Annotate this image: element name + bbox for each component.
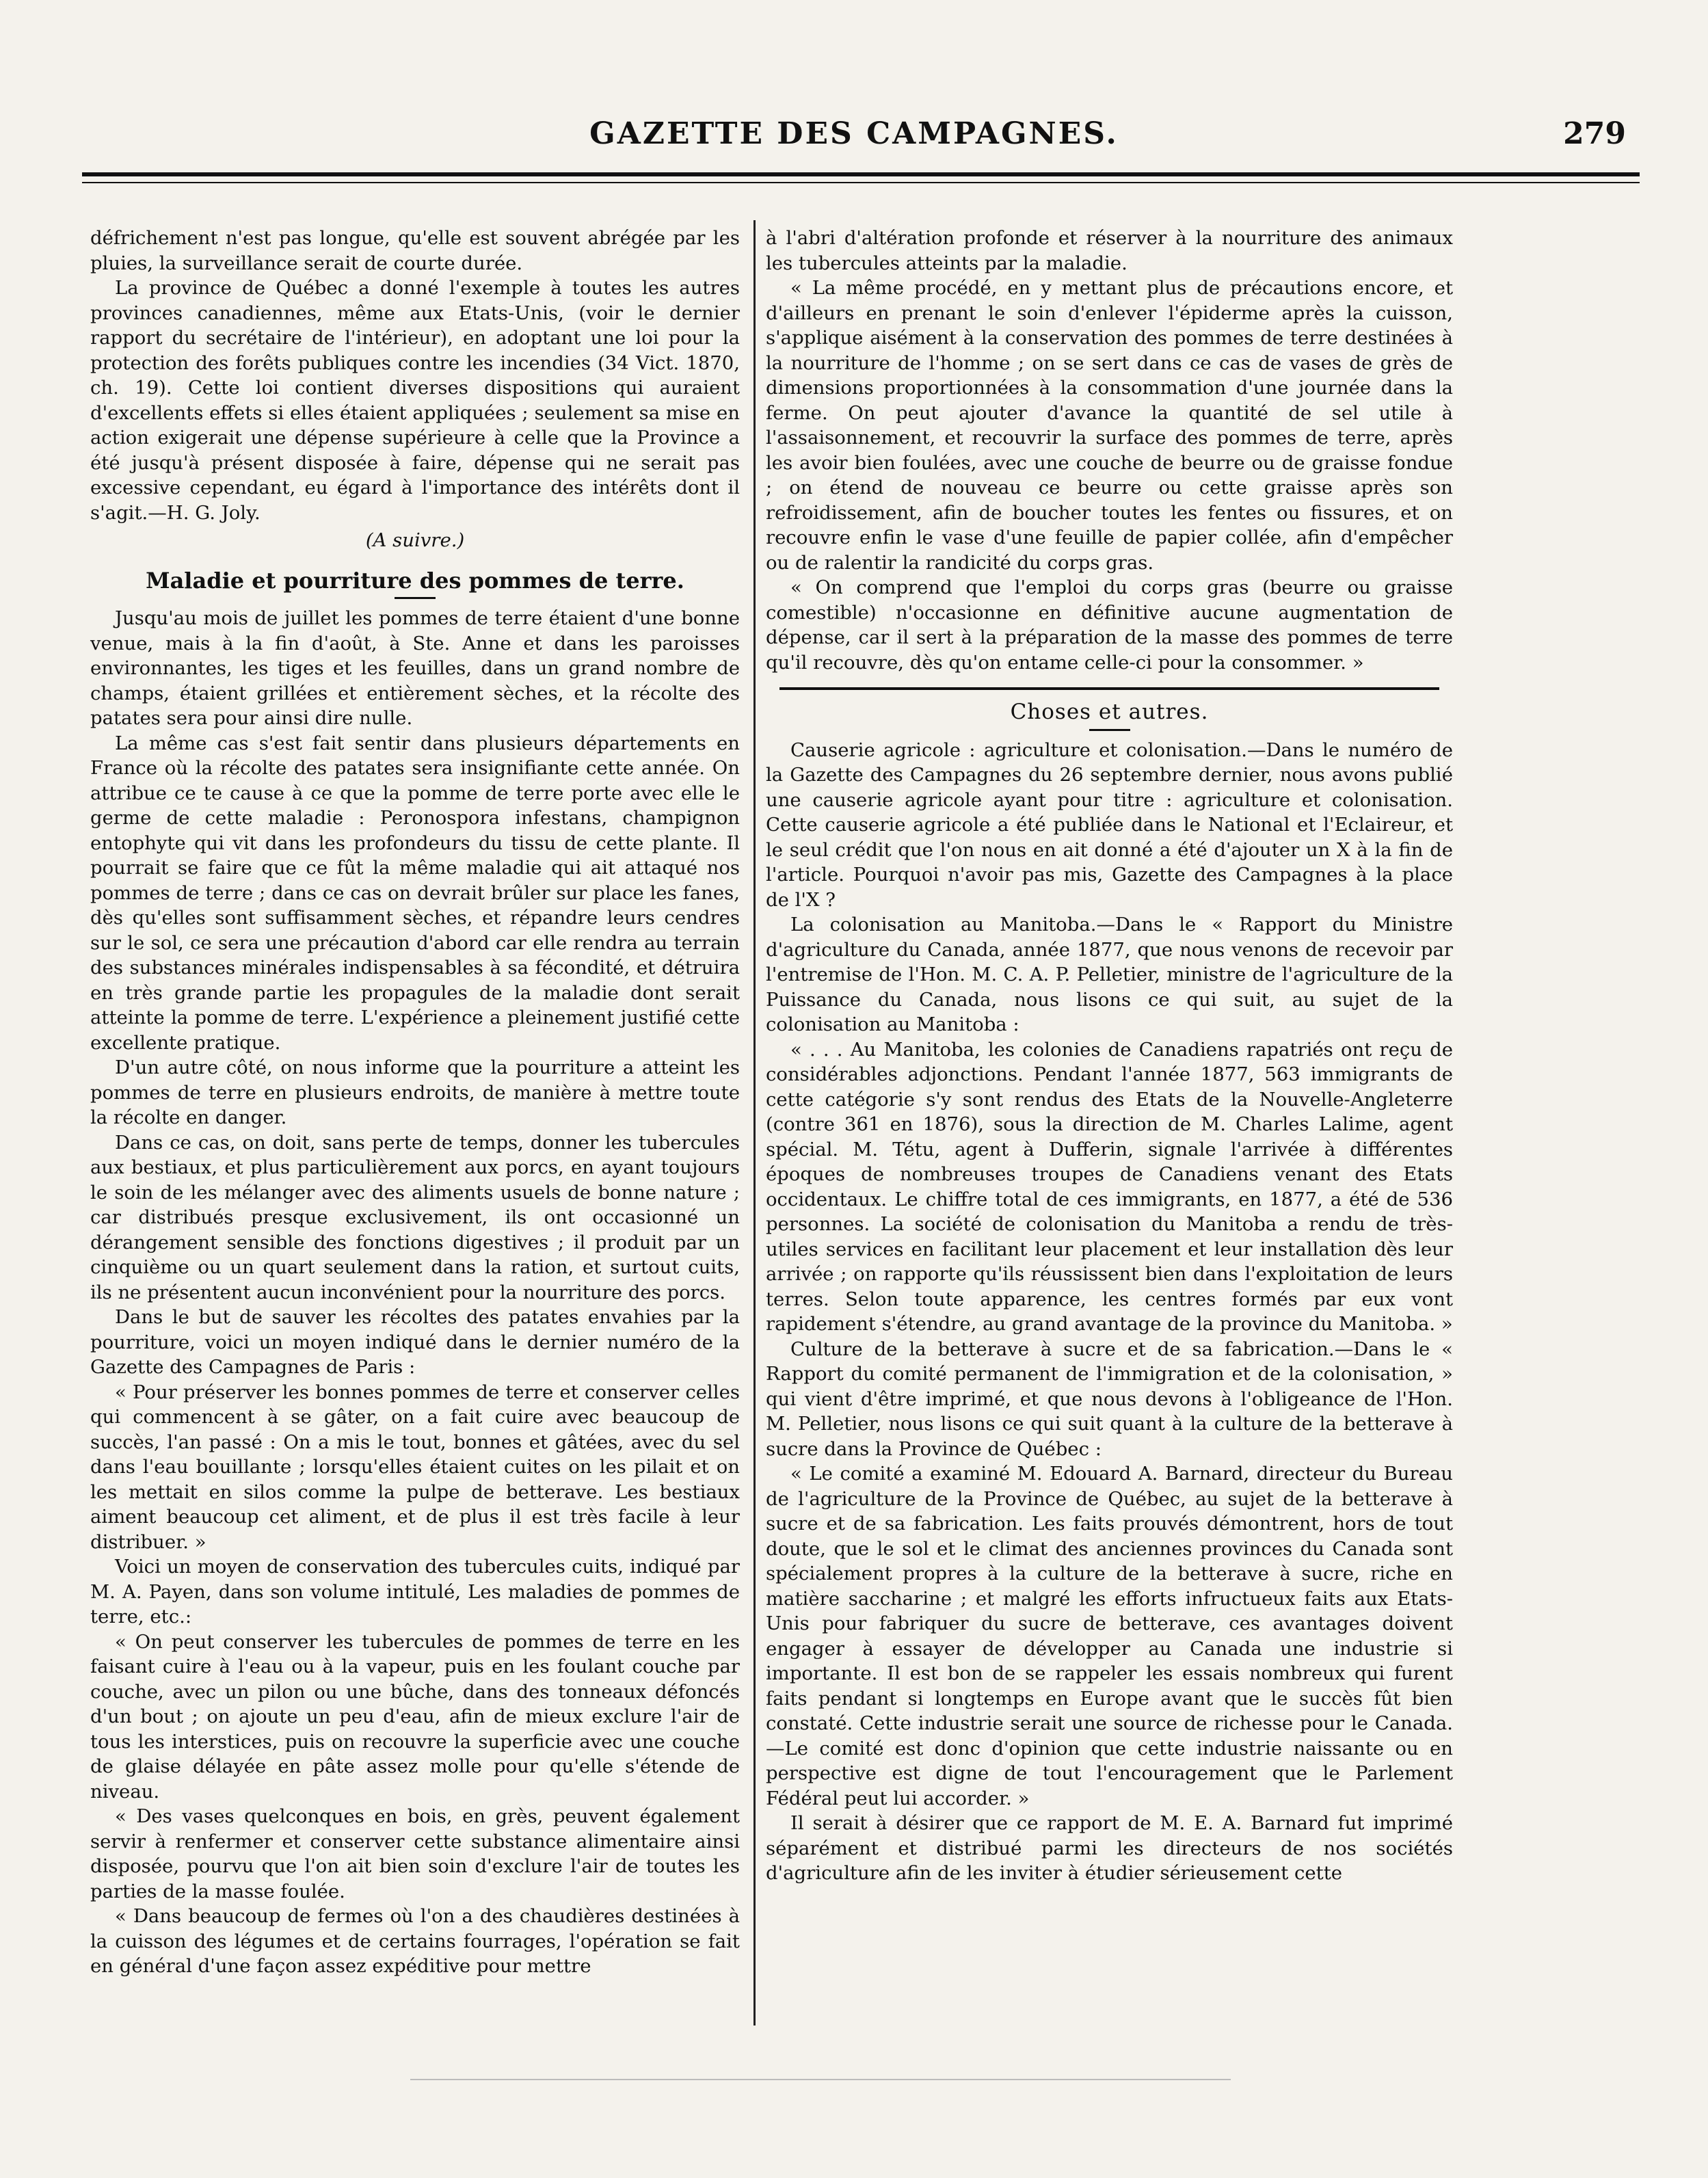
page-title: GAZETTE DES CAMPAGNES. — [589, 116, 1119, 151]
paragraph: Voici un moyen de conservation des tubercules cuits, indiqué par M. A. Payen, dans son volume intitulé, Les maladies de pommes de terre, etc.: — [90, 1556, 740, 1628]
paragraph: Dans le but de sauver les récoltes des patates envahies par la pourriture, voici un moyen indiqué dans le dernier numéro de la Gazette des Campagnes de Paris : — [90, 1306, 740, 1378]
paragraph: « La même procédé, en y mettant plus de précautions encore, et d'ailleurs en prenant le soin d'enlever l'épiderme après la cuisson, s'applique aisément à la conservation des pommes de terre destinées à la nourriture de l'homme ; on se sert dans ce cas de vases de grès de dimensions proportionnées à la consommation d'une journée dans la ferme. On peut ajouter d'avance la quantité de sel utile à l'assaisonnement, et recouvrir la surface des pommes de terre, après les avoir bien foulées, avec une couche de beurre ou de graisse fondue ; on étend de nouveau ce beurre ou cette graisse après son refroidissement, afin de boucher toutes les fentes ou fissures, et on recouvre enfin le vase d'une feuille de papier collée, afin d'empêcher ou de ralentir la randicité du corps gras. — [766, 277, 1453, 574]
section-title: Choses et autres. — [1010, 700, 1209, 724]
header-rule-thick — [82, 172, 1640, 176]
paragraph: « Dans beaucoup de fermes où l'on a des chaudières destinées à la cuisson des légumes et de certains fourrages, l'opération se fait en général d'une façon assez expéditive pour mettre — [90, 1905, 740, 1977]
title-dash — [395, 597, 436, 599]
paragraph: « . . . Au Manitoba, les colonies de Canadiens rapatriés ont reçu de considérables adjonctions. Pendant l'année 1877, 563 immigrants de cette catégorie s'y sont rendus des Etats de la Nouvelle-Angleterre (contre 361 en 1876), sous la direction de M. Charles Lalime, agent spécial. M. Tétu, agent à Dufferin, signale l'arrivée à différentes époques de nombreuses troupes de Canadiens venant des Etats occidentaux. Le chiffre total de ces immigrants, en 1877, a été de 536 personnes. La société de colonisation du Manitoba a rendu de très-utiles services en facilitant leur placement et leur installation dès leur arrivée ; on rapporte qu'ils réussissent bien dans l'exploitation de leurs terres. Selon toute apparence, les centres formés par eux vont rapidement s'étendre, au grand avantage de la province du Manitoba. » — [766, 1038, 1453, 1335]
title-dash — [1089, 729, 1130, 731]
paragraph: défrichement n'est pas longue, qu'elle est souvent abrégée par les pluies, la surveillance serait de courte durée. — [90, 227, 740, 274]
paragraph: Dans ce cas, on doit, sans perte de temps, donner les tubercules aux bestiaux, et plus particulièrement aux porcs, en ayant toujours le soin de les mélanger avec des aliments usuels de bonne nature ; car distribués presque exclusivement, ils ont occasionné un dérangement sensible des fonctions digestives ; il produit par un cinquième ou un quart seulement dans la ration, et surtout cuits, ils ne présentent aucun inconvénient pour la nourriture des porcs. — [90, 1131, 740, 1303]
bottom-smudge — [410, 2079, 1231, 2080]
page-number: 279 — [1563, 116, 1626, 151]
paragraph: Culture de la betterave à sucre et de sa fabrication.—Dans le « Rapport du comité permanent de l'immigration et de la colonisation, » qui vient d'être imprimé, et que nous devons à l'obligeance de l'Hon. M. Pelletier, nous lisons ce qui suit quant à la culture de la betterave à sucre dans la Province de Québec : — [766, 1338, 1453, 1460]
paragraph: « On peut conserver les tubercules de pommes de terre en les faisant cuire à l'eau ou à la vapeur, puis en les foulant couche par couche, avec un pilon ou une bûche, dans des tonneaux défoncés d'un bout ; on ajoute un peu d'eau, afin de mieux exclure l'air de tous les interstices, puis on recouvre la superficie avec une couche de glaise délayée en pâte assez molle pour qu'elle s'étende de niveau. — [90, 1630, 740, 1803]
page-header — [82, 116, 1626, 157]
paragraph: « Des vases quelconques en bois, en grès, peuvent également servir à renfermer et conserver cette substance alimentaire ainsi disposée, pourvu que l'on ait bien soin d'exclure l'air de toutes les parties de la masse foulée. — [90, 1805, 740, 1902]
paragraph: « On comprend que l'emploi du corps gras (beurre ou graisse comestible) n'occasionne en définitive aucune augmentation de dépense, car il sert à la préparation de la masse des pommes de terre qu'il recouvre, dès qu'on entame celle-ci pour la consommer. » — [766, 576, 1453, 674]
paragraph: Il serait à désirer que ce rapport de M. E. A. Barnard fut imprimé séparément et distribué parmi les directeurs de nos sociétés d'agriculture afin de les inviter à étudier sérieusement cette — [766, 1812, 1453, 1884]
paragraph: La même cas s'est fait sentir dans plusieurs départements en France où la récolte des patates sera insignifiante cette année. On attribue ce te cause à ce que la pomme de terre porte avec elle le germe de cette maladie : Peronospora infestans, champignon entophyte qui vit dans les profondeurs du tissu de cette plante. Il pourrait se faire que ce fût la même maladie qui ait attaqué nos pommes de terre ; dans ce cas on devrait brûler sur place les fanes, dès qu'elles sont suffisamment sèches, et répandre leurs cendres sur le sol, ce sera une précaution d'abord car elle rendra au terrain des substances minérales indispensables à sa fécondité, et détruira en très grande partie les propagules de la maladie dont serait atteinte la pomme de terre. L'expérience a pleinement justifié cette excellente pratique. — [90, 732, 740, 1054]
section-rule — [779, 687, 1439, 690]
left-column — [90, 226, 740, 1979]
article-title: Maladie et pourriture des pommes de terre. — [146, 567, 684, 594]
paragraph: Jusqu'au mois de juillet les pommes de terre étaient d'une bonne venue, mais à la fin d'août, à Ste. Anne et dans les paroisses environnantes, les tiges et les feuilles, dans un grand nombre de champs, étaient grillées et entièrement sèches, et la récolte des patates sera pour ainsi dire nulle. — [90, 607, 740, 729]
paragraph: La colonisation au Manitoba.—Dans le « Rapport du Ministre d'agriculture du Canada, année 1877, que nous venons de recevoir par l'entremise de l'Hon. M. C. A. P. Pelletier, ministre de l'agriculture de la Puissance du Canada, nous lisons ce qui suit, au sujet de la colonisation au Manitoba : — [766, 914, 1453, 1035]
paragraph: à l'abri d'altération profonde et réserver à la nourriture des animaux les tubercules atteints par la maladie. — [766, 227, 1453, 274]
paragraph: La province de Québec a donné l'exemple à toutes les autres provinces canadiennes, même aux Etats-Unis, (voir le dernier rapport du secrétaire de l'intérieur), en adoptant une loi pour la protection des forêts publiques contre les incendies (34 Vict. 1870, ch. 19). Cette loi contient diverses dispositions qui auraient d'excellents effets si elles étaient appliquées ; seulement sa mise en action exigerait une dépense supérieure à celle que la Province a été jusqu'à présent disposée à faire, dépense qui ne serait pas excessive cependant, eu égard à l'importance des intérêts dont il s'agit.—H. G. Joly. — [90, 277, 740, 524]
paragraph: « Le comité a examiné M. Edouard A. Barnard, directeur du Bureau de l'agriculture de la Province de Québec, au sujet de la betterave à sucre et de sa fabrication. Les faits prouvés démontrent, hors de tout doute, que le sol et le climat des anciennes provinces du Canada sont spécialement propres à la culture de la betterave à sucre, riche en matière saccharine ; et malgré les efforts infructueux faits aux Etats-Unis pour fabriquer du sucre de betterave, ces avantages doivent engager à essayer de développer au Canada une industrie si importante. Il est bon de se rappeler les essais nombreux qui furent faits pendant si longtemps en Europe avant que le succès fût bien constaté. Cette industrie serait une source de richesse pour le Canada.—Le comité est donc d'opinion que cette industrie naissante ou en perspective est digne de tout l'encouragement que le Parlement Fédéral peut lui accorder. » — [766, 1463, 1453, 1809]
paragraph: D'un autre côté, on nous informe que la pourriture a atteint les pommes de terre en plusieurs endroits, de manière à mettre toute la récolte en danger. — [90, 1057, 740, 1128]
to-be-continued: (A suivre.) — [365, 529, 465, 551]
header-rule-thin — [82, 182, 1640, 183]
column-divider — [753, 220, 756, 2026]
paragraph: « Pour préserver les bonnes pommes de terre et conserver celles qui commencent à se gâter, on a fait cuire avec beaucoup de succès, l'an passé : On a mis le tout, bonnes et gâtées, avec du sel dans l'eau bouillante ; lorsqu'elles étaient cuites on les pilait et on les mettait en silos comme la pulpe de betterave. Les bestiaux aiment beaucoup cet aliment, et de plus il est très facile à leur distribuer. » — [90, 1381, 740, 1553]
paragraph: Causerie agricole : agriculture et colonisation.—Dans le numéro de la Gazette des Campagnes du 26 septembre dernier, nous avons publié une causerie agricole ayant pour titre : agriculture et colonisation. Cette causerie agricole a été publiée dans le National et l'Eclaireur, et le seul crédit que l'on nous en ait donné a été d'ajouter un X à la fin de l'article. Pourquoi n'avoir pas mis, Gazette des Campagnes à la place de l'X ? — [766, 739, 1453, 911]
right-column — [766, 226, 1453, 1886]
